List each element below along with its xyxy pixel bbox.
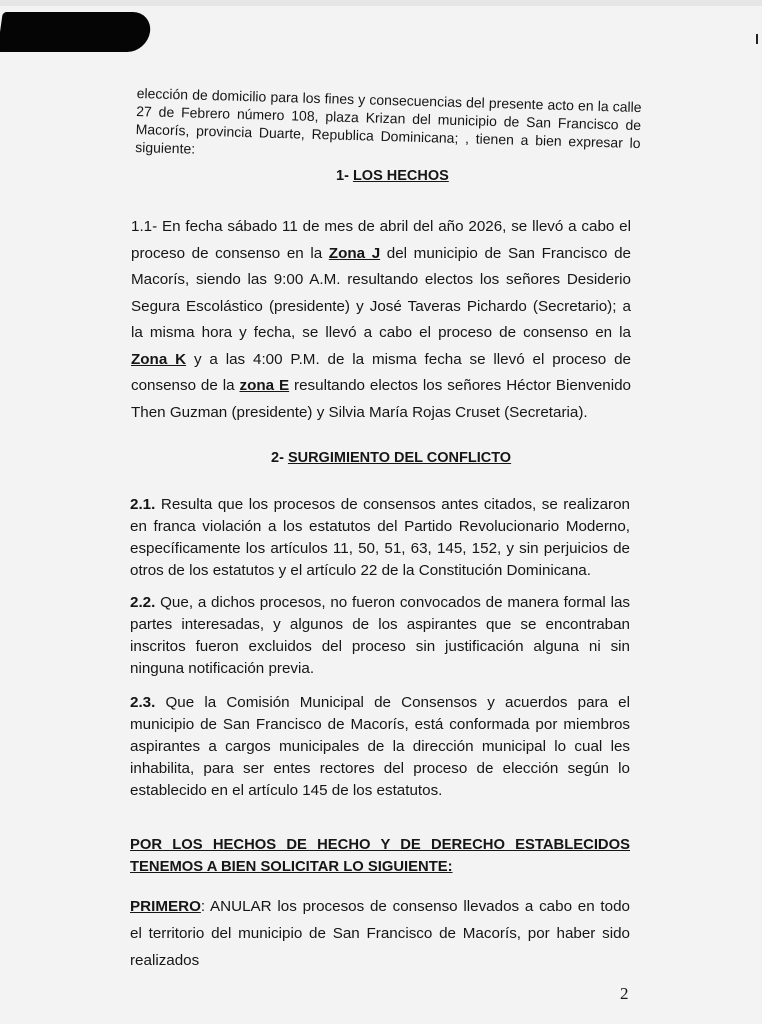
paragraph-number: 1.1- [131,218,158,235]
paragraph-number: 2.2. [130,594,156,611]
redaction-mark [0,12,153,52]
zona-j-label: Zona J [328,244,381,262]
section-number: 1- [336,168,349,184]
section-number: 2- [271,450,284,466]
paragraph-text: En fecha sábado 11 de mes de abril del año 2026, se llevó a cabo el proceso de consenso en la [131,218,631,262]
primero-paragraph [130,893,630,974]
paragraph-text: y a las 4:00 P.M. de la misma fecha se llevó el proceso de consenso de la [131,350,631,394]
paragraph-text: resultando electos los señores Héctor Bienvenido Then Guzman (presidente) y Silvia María Rojas Cruset (Secretaria). [131,377,631,421]
paragraph-1-1 [131,214,631,426]
petition-heading [130,834,630,878]
page-number: 2 [620,984,629,1003]
paragraph-2-3 [130,692,630,802]
paragraph-2-2 [130,592,630,680]
section-title: LOS HECHOS [352,168,449,184]
zona-k-label: Zona K [131,350,187,368]
paragraph-number: 2.3. [130,694,156,711]
paragraph-text: Resulta que los procesos de consensos antes citados, se realizaron en franca violación a los estatutos del Partido Revolucionario Moderno, específicamente los artículos 11, 50, 51, 63, 145, 152, y sin perjuicios de otros de los estatutos y el artículo 22 de la Constitución Dominicana. [130,496,630,579]
paragraph-text: : ANULAR los procesos de consenso llevados a cabo en todo el territorio del municipio de San Francisco de Macorís, por haber sido realizados [130,898,630,969]
section-heading-conflicto [271,450,511,466]
petition-heading-line-1: POR LOS HECHOS DE HECHO Y DE DERECHO ESTABLECIDOS [130,837,630,853]
primero-label: PRIMERO [130,898,201,915]
top-bar [0,0,762,6]
corner-mark [756,34,758,44]
petition-heading-line-2: TENEMOS A BIEN SOLICITAR LO SIGUIENTE: [130,859,453,875]
paragraph-2-1 [130,494,630,582]
zona-e-label: zona E [239,377,290,394]
section-heading-hechos [336,168,449,184]
paragraph-number: 2.1. [130,496,156,513]
intro-paragraph: elección de domicilio para los fines y consecuencias del presente acto en la calle 27 de Febrero número 108, plaza Krizan del municipio de San Francisco de Macorís, provincia Duarte, Republica Dominicana; , tienen a bien expresar lo siguiente: [135,84,642,157]
section-title: SURGIMIENTO DEL CONFLICTO [287,450,512,466]
paragraph-text: del municipio de San Francisco de Macorís, siendo las 9:00 A.M. resultando electos los señores Desiderio Segura Escolástico (presidente) y José Taveras Pichardo (Secretario); a la misma hora y fecha, se llevó a cabo el proceso de consenso en la [131,244,631,341]
paragraph-text: Que, a dichos procesos, no fueron convocados de manera formal las partes interesadas, y algunos de los aspirantes que se encontraban inscritos fueron excluidos del proceso sin justificación alguna ni sin ninguna notificación previa. [130,594,630,677]
paragraph-text: Que la Comisión Municipal de Consensos y acuerdos para el municipio de San Francisco de Macorís, está conformada por miembros aspirantes a cargos municipales de la dirección municipal lo cual les inhabilita, para ser entes rectores del proceso de elección según lo establecido en el artículo 145 de los estatutos. [130,694,630,799]
